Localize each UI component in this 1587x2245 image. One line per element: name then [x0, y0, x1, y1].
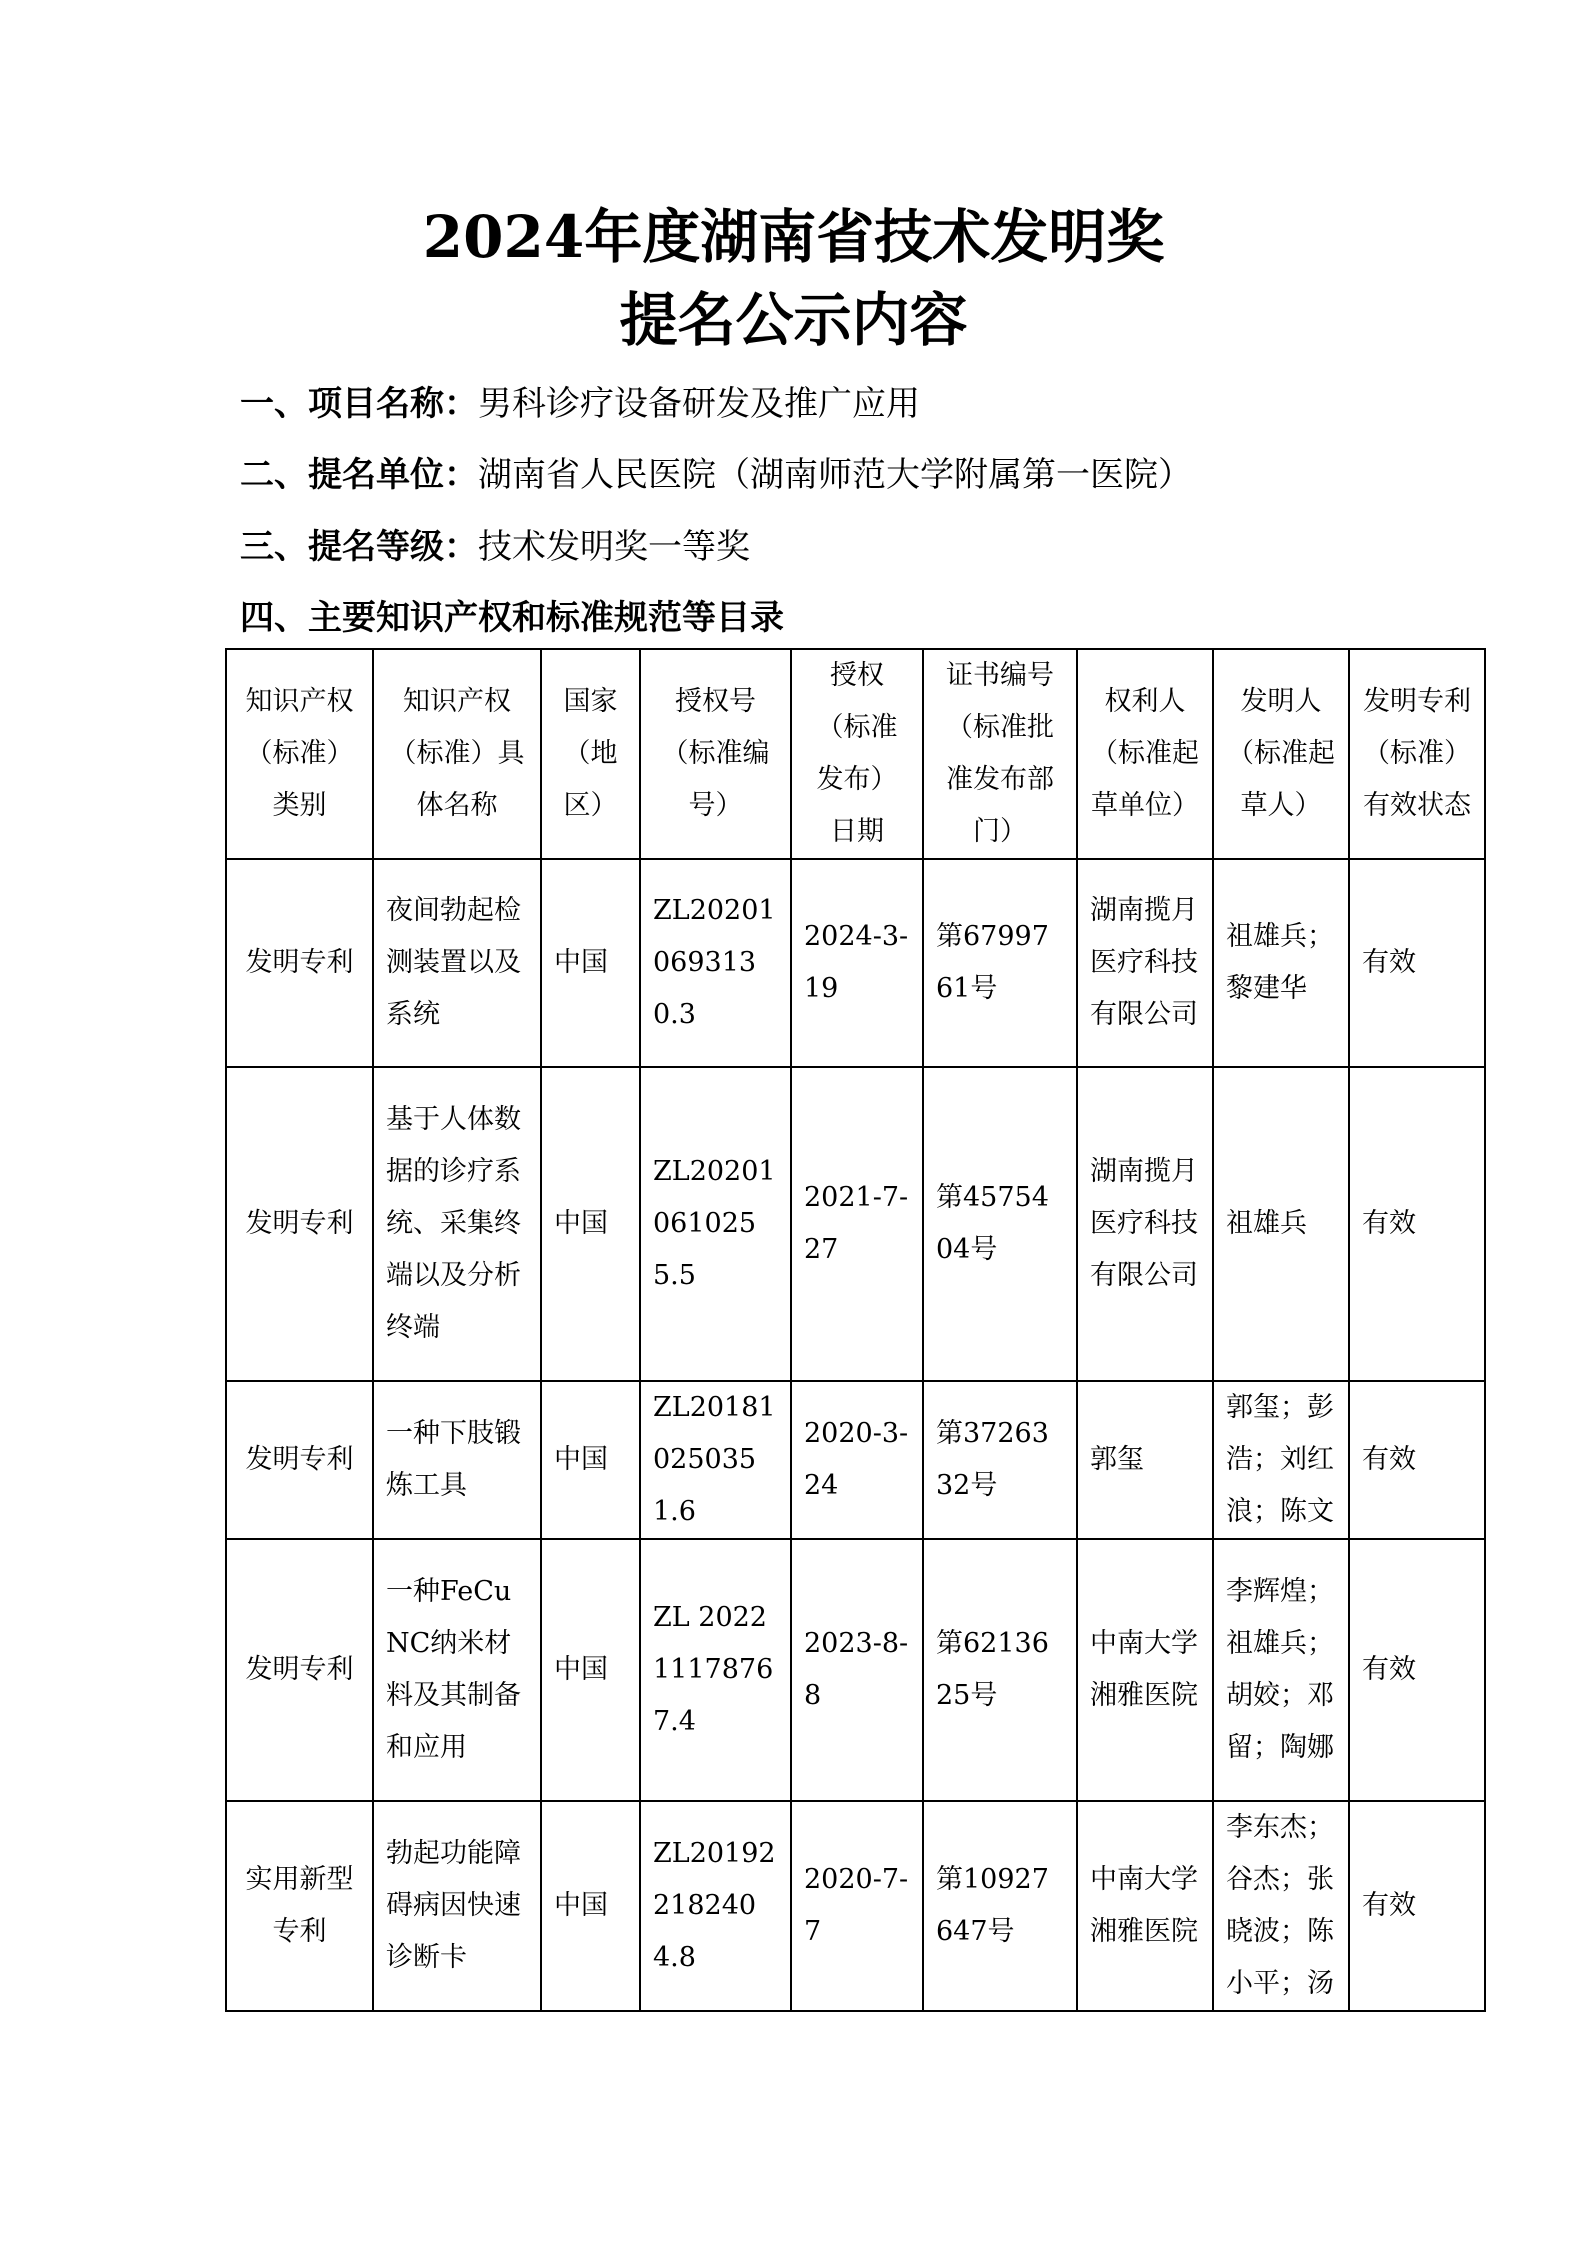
- catalog-heading: [240, 594, 784, 642]
- date-cell: 2024-3-19: [791, 859, 923, 1067]
- cert-cell: 第10927647号: [923, 1801, 1077, 2011]
- name-cell: 夜间勃起检测装置以及系统: [373, 859, 541, 1067]
- country-cell: 中国: [541, 1539, 640, 1801]
- cert-cell: 第6213625号: [923, 1539, 1077, 1801]
- inventors-cell: 祖雄兵: [1213, 1067, 1349, 1381]
- date-cell: 2020-3-24: [791, 1381, 923, 1539]
- date-cell: 2020-7-7: [791, 1801, 923, 2011]
- page-subtitle: 提名公示内容: [619, 286, 968, 354]
- name-cell: 勃起功能障碍病因快速诊断卡: [373, 1801, 541, 2011]
- level-label: 三、提名等级：: [240, 527, 478, 567]
- catalog-label: 四、主要知识产权和标准规范等目录: [240, 598, 784, 638]
- name-cell: 基于人体数据的诊疗系统、采集终端以及分析终端: [373, 1067, 541, 1381]
- page-title: 2024年度湖南省技术发明奖: [422, 203, 1165, 271]
- number-cell: ZL201922182404.8: [640, 1801, 791, 2011]
- nominator-value: 湖南省人民医院（湖南师范大学附属第一医院）: [478, 455, 1192, 495]
- inventors-cell: 郭玺；彭浩；刘红浪；陈文: [1213, 1381, 1349, 1539]
- project-name-label: 一、项目名称：: [240, 384, 478, 424]
- header-cell: 发明专利（标准）有效状态: [1349, 649, 1485, 859]
- header-cell: 国家（地区）: [541, 649, 640, 859]
- holder-cell: 湖南揽月医疗科技有限公司: [1077, 859, 1213, 1067]
- header-cell: 权利人（标准起草单位）: [1077, 649, 1213, 859]
- category-cell: 发明专利: [226, 1067, 373, 1381]
- table-row: [226, 1801, 1485, 2011]
- table-header-row: [226, 649, 1485, 859]
- header-cell: 授权（标准发布）日期: [791, 649, 923, 859]
- country-cell: 中国: [541, 859, 640, 1067]
- status-cell: 有效: [1349, 1801, 1485, 2011]
- nominator-label: 二、提名单位：: [240, 455, 478, 495]
- holder-cell: 郭玺: [1077, 1381, 1213, 1539]
- level-value: 技术发明奖一等奖: [478, 527, 750, 567]
- inventors-cell: 李东杰；谷杰；张晓波；陈小平；汤: [1213, 1801, 1349, 2011]
- project-name-line: [240, 380, 920, 428]
- category-cell: 发明专利: [226, 1381, 373, 1539]
- name-cell: 一种FeCuNC纳米材料及其制备和应用: [373, 1539, 541, 1801]
- table-row: [226, 1067, 1485, 1381]
- cert-cell: 第3726332号: [923, 1381, 1077, 1539]
- header-cell: 授权号（标准编号）: [640, 649, 791, 859]
- status-cell: 有效: [1349, 1539, 1485, 1801]
- category-cell: 发明专利: [226, 859, 373, 1067]
- number-cell: ZL 202211178767.4: [640, 1539, 791, 1801]
- number-cell: ZL202010610255.5: [640, 1067, 791, 1381]
- status-cell: 有效: [1349, 859, 1485, 1067]
- cert-cell: 第6799761号: [923, 859, 1077, 1067]
- level-line: [240, 523, 750, 571]
- holder-cell: 湖南揽月医疗科技有限公司: [1077, 1067, 1213, 1381]
- holder-cell: 中南大学湘雅医院: [1077, 1801, 1213, 2011]
- holder-cell: 中南大学湘雅医院: [1077, 1539, 1213, 1801]
- header-cell: 知识产权（标准）具体名称: [373, 649, 541, 859]
- project-name-value: 男科诊疗设备研发及推广应用: [478, 384, 920, 424]
- country-cell: 中国: [541, 1381, 640, 1539]
- date-cell: 2023-8-8: [791, 1539, 923, 1801]
- cert-cell: 第4575404号: [923, 1067, 1077, 1381]
- inventors-cell: 祖雄兵；黎建华: [1213, 859, 1349, 1067]
- header-cell: 知识产权（标准）类别: [226, 649, 373, 859]
- country-cell: 中国: [541, 1801, 640, 2011]
- status-cell: 有效: [1349, 1067, 1485, 1381]
- nominator-line: [240, 451, 1192, 499]
- status-cell: 有效: [1349, 1381, 1485, 1539]
- category-cell: 发明专利: [226, 1539, 373, 1801]
- name-cell: 一种下肢锻炼工具: [373, 1381, 541, 1539]
- number-cell: ZL202010693130.3: [640, 859, 791, 1067]
- category-cell: 实用新型专利: [226, 1801, 373, 2011]
- table-row: [226, 859, 1485, 1067]
- number-cell: ZL201810250351.6: [640, 1381, 791, 1539]
- date-cell: 2021-7-27: [791, 1067, 923, 1381]
- table-row: [226, 1381, 1485, 1539]
- ip-table: [225, 648, 1486, 2012]
- inventors-cell: 李辉煌；祖雄兵；胡姣；邓留；陶娜: [1213, 1539, 1349, 1801]
- table-row: [226, 1539, 1485, 1801]
- header-cell: 证书编号（标准批准发布部门）: [923, 649, 1077, 859]
- country-cell: 中国: [541, 1067, 640, 1381]
- header-cell: 发明人（标准起草人）: [1213, 649, 1349, 859]
